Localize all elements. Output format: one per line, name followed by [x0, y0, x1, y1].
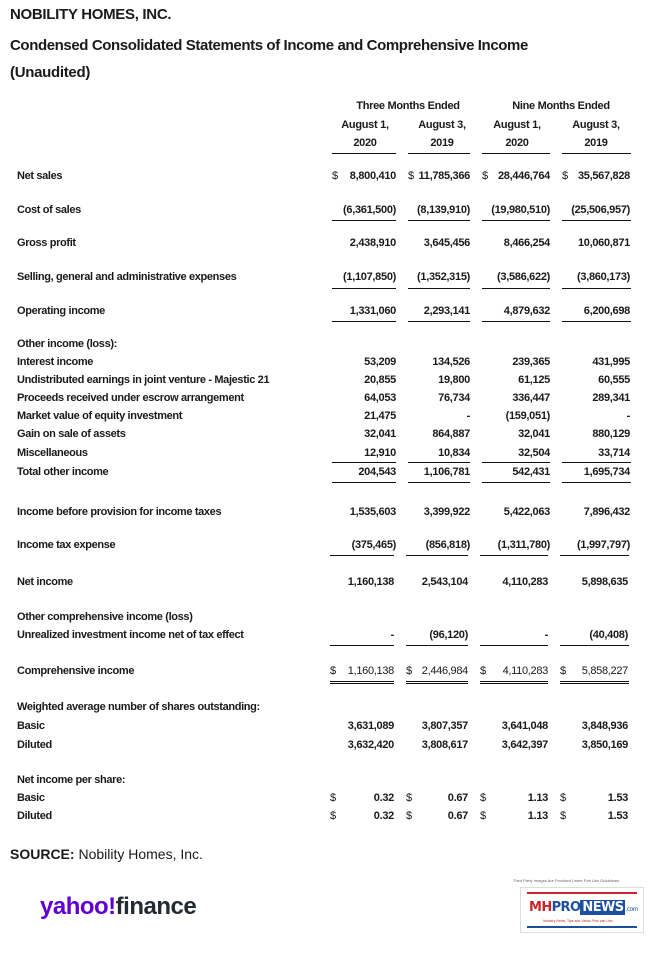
escrow-proceeds-value: 64,053 [364, 392, 396, 404]
dollar-sign: $ [330, 792, 337, 804]
section-label-other-income: Other income (loss): [17, 338, 117, 350]
income-tax-expense-value: (856,818) [425, 539, 470, 551]
escrow-proceeds-value: 289,341 [592, 392, 630, 404]
eps-basic-value: 1.53 [607, 792, 628, 804]
cost-of-sales-value: (8,139,910) [417, 204, 470, 216]
shares-diluted-value: 3,632,420 [347, 739, 394, 751]
col-header-line2: 2019 [430, 137, 454, 149]
yahoo-logo-text: yahoo! [40, 893, 116, 920]
shares-basic-value: 3,641,048 [501, 720, 548, 732]
operating-income-value: 4,879,632 [503, 305, 550, 317]
eps-diluted-value: 0.32 [373, 810, 394, 822]
miscellaneous-value: 12,910 [364, 447, 396, 459]
escrow-proceeds-value: 336,447 [512, 392, 550, 404]
mhpronews-tagline: Industry News, Tips and Views Pros can Use. [543, 919, 614, 923]
undistributed-earnings-value: 61,125 [518, 374, 550, 386]
total-other-income-value: 542,431 [512, 466, 550, 478]
gain-on-sale-value: 32,041 [518, 428, 550, 440]
row-label-eps-diluted: Diluted [17, 810, 52, 822]
subtotal-rule [332, 220, 396, 221]
dollar-sign: $ [406, 665, 413, 677]
subtotal-rule [408, 321, 470, 322]
total-double-rule [480, 681, 548, 684]
row-label-equity-investment: Market value of equity investment [17, 410, 183, 422]
dollar-sign: $ [480, 810, 487, 822]
row-label-gain-on-sale: Gain on sale of assets [17, 428, 126, 440]
income-tax-expense-value: (1,311,780) [497, 539, 550, 551]
dollar-sign: $ [482, 170, 489, 182]
subtotal-rule [408, 220, 470, 221]
company-name: NOBILITY HOMES, INC. [10, 6, 172, 23]
col-header-line1: August 3, [418, 119, 466, 131]
cost-of-sales-value: (25,506,957) [571, 204, 630, 216]
col-header-rule [332, 153, 396, 154]
interest-income-value: 431,995 [592, 356, 630, 368]
row-label-income-before-taxes: Income before provision for income taxes [17, 506, 222, 518]
statement-subtitle: (Unaudited) [10, 64, 91, 81]
interest-income-value: 134,526 [432, 356, 470, 368]
mh-text: MH [529, 900, 552, 915]
income-tax-expense-value: (1,997,797) [577, 539, 630, 551]
undistributed-earnings-value: 20,855 [364, 374, 396, 386]
comprehensive-income-value: 4,110,283 [502, 665, 548, 677]
row-label-shares-diluted: Diluted [17, 739, 52, 751]
section-label-oci: Other comprehensive income (loss) [17, 611, 193, 623]
subtotal-rule [408, 482, 470, 483]
sga-value: (1,107,850) [343, 271, 396, 283]
dollar-sign: $ [480, 665, 487, 677]
gross-profit-value: 2,438,910 [349, 237, 396, 249]
col-header-line2: 2019 [584, 137, 608, 149]
subtotal-rule [408, 288, 470, 289]
comprehensive-income-value: 5,858,227 [581, 665, 628, 677]
yahoo-finance-logo [40, 893, 196, 921]
dollar-sign: $ [330, 810, 337, 822]
col-header-line1: August 3, [572, 119, 620, 131]
total-double-rule [330, 681, 394, 684]
shares-basic-value: 3,807,357 [421, 720, 468, 732]
gross-profit-value: 3,645,456 [423, 237, 470, 249]
operating-income-value: 2,293,141 [423, 305, 470, 317]
subtotal-rule [482, 288, 550, 289]
miscellaneous-value: 10,834 [438, 447, 470, 459]
row-label-total-other-income: Total other income [17, 466, 109, 478]
logo-blue-bar [527, 926, 637, 928]
section-label-shares: Weighted average number of shares outstanding: [17, 701, 260, 713]
shares-diluted-value: 3,642,397 [501, 739, 548, 751]
subtotal-rule [562, 462, 631, 463]
row-label-unrealized-investment: Unrealized investment income net of tax effect [17, 629, 244, 641]
escrow-proceeds-value: 76,734 [438, 392, 470, 404]
col-header-rule [482, 153, 550, 154]
subtotal-rule [332, 288, 396, 289]
interest-income-value: 53,209 [364, 356, 396, 368]
col-header-line2: 2020 [353, 137, 377, 149]
gain-on-sale-value: 32,041 [364, 428, 396, 440]
mhpronews-logo [513, 878, 644, 933]
subtotal-rule [406, 645, 468, 646]
net-income-value: 4,110,283 [502, 576, 548, 588]
row-label-miscellaneous: Miscellaneous [17, 447, 88, 459]
pro-text: PRO [551, 900, 581, 915]
gross-profit-value: 8,466,254 [503, 237, 550, 249]
total-other-income-value: 204,543 [358, 466, 396, 478]
row-label-operating-income: Operating income [17, 305, 105, 317]
net-income-value: 2,543,104 [421, 576, 468, 588]
subtotal-rule [562, 220, 631, 221]
statement-title: Condensed Consolidated Statements of Income and Comprehensive Income [10, 37, 528, 54]
unrealized-investment-value: (96,120) [429, 629, 468, 641]
group-header-three-months: Three Months Ended [356, 100, 460, 112]
finance-logo-text: finance [115, 893, 197, 920]
dollar-sign: $ [560, 792, 567, 804]
gain-on-sale-value: 864,887 [432, 428, 470, 440]
equity-investment-value: - [466, 410, 470, 422]
subtotal-rule [330, 555, 394, 556]
subtotal-rule [482, 482, 550, 483]
interest-income-value: 239,365 [512, 356, 550, 368]
sga-value: (3,586,622) [497, 271, 550, 283]
row-label-escrow-proceeds: Proceeds received under escrow arrangement [17, 392, 244, 404]
dollar-sign: $ [332, 170, 339, 182]
gain-on-sale-value: 880,129 [592, 428, 630, 440]
net-sales-value: 28,446,764 [497, 170, 550, 182]
row-label-shares-basic: Basic [17, 720, 45, 732]
subtotal-rule [480, 645, 548, 646]
total-other-income-value: 1,106,781 [423, 466, 470, 478]
col-header-line1: August 1, [493, 119, 541, 131]
income-before-taxes-value: 1,535,603 [349, 506, 396, 518]
subtotal-rule [482, 220, 550, 221]
dollar-sign: $ [330, 665, 337, 677]
income-before-taxes-value: 3,399,922 [423, 506, 470, 518]
subtotal-rule [560, 645, 629, 646]
row-label-comprehensive-income: Comprehensive income [17, 665, 135, 677]
net-income-value: 1,160,138 [347, 576, 394, 588]
shares-basic-value: 3,848,936 [581, 720, 628, 732]
miscellaneous-value: 32,504 [518, 447, 550, 459]
income-tax-expense-value: (375,465) [351, 539, 396, 551]
comprehensive-income-value: 2,446,984 [421, 665, 468, 677]
news-text: NEWS [582, 900, 624, 915]
com-text: .com [625, 906, 638, 913]
row-label-sga: Selling, general and administrative expenses [17, 271, 237, 283]
net-income-value: 5,898,635 [581, 576, 628, 588]
gross-profit-value: 10,060,871 [577, 237, 630, 249]
operating-income-value: 6,200,698 [583, 305, 630, 317]
subtotal-rule [560, 555, 629, 556]
eps-basic-value: 0.67 [447, 792, 468, 804]
source-text: Nobility Homes, Inc. [74, 846, 203, 862]
sga-value: (3,860,173) [577, 271, 630, 283]
dollar-sign: $ [408, 170, 415, 182]
subtotal-rule [480, 555, 548, 556]
total-double-rule [560, 681, 629, 684]
net-sales-value: 8,800,410 [349, 170, 396, 182]
source-label: SOURCE: [10, 846, 75, 862]
dollar-sign: $ [406, 792, 413, 804]
col-header-line1: August 1, [341, 119, 389, 131]
undistributed-earnings-value: 60,555 [598, 374, 630, 386]
source-line [10, 846, 203, 862]
miscellaneous-value: 33,714 [598, 447, 630, 459]
section-label-eps: Net income per share: [17, 774, 126, 786]
eps-basic-value: 0.32 [373, 792, 394, 804]
unrealized-investment-value: - [390, 629, 394, 641]
subtotal-rule [332, 482, 396, 483]
row-label-interest-income: Interest income [17, 356, 94, 368]
cost-of-sales-value: (19,980,510) [491, 204, 550, 216]
shares-diluted-value: 3,808,617 [421, 739, 468, 751]
income-before-taxes-value: 5,422,063 [503, 506, 550, 518]
subtotal-rule [406, 555, 468, 556]
row-label-eps-basic: Basic [17, 792, 45, 804]
logo-red-bar [527, 892, 637, 894]
group-header-nine-months: Nine Months Ended [512, 100, 610, 112]
shares-diluted-value: 3,850,169 [581, 739, 628, 751]
sga-value: (1,352,315) [417, 271, 470, 283]
subtotal-rule [408, 462, 470, 463]
dollar-sign: $ [560, 810, 567, 822]
eps-diluted-value: 1.13 [527, 810, 548, 822]
undistributed-earnings-value: 19,800 [438, 374, 470, 386]
shares-basic-value: 3,631,089 [347, 720, 394, 732]
dollar-sign: $ [406, 810, 413, 822]
eps-diluted-value: 0.67 [447, 810, 468, 822]
row-label-undistributed-earnings: Undistributed earnings in joint venture - Majestic 21 [17, 374, 270, 386]
comprehensive-income-value: 1,160,138 [347, 665, 394, 677]
dollar-sign: $ [480, 792, 487, 804]
dollar-sign: $ [562, 170, 569, 182]
subtotal-rule [332, 462, 396, 463]
total-other-income-value: 1,695,734 [583, 466, 630, 478]
subtotal-rule [562, 482, 631, 483]
net-sales-value: 11,785,366 [418, 170, 470, 182]
mhpronews-wordmark [529, 900, 638, 915]
eps-diluted-value: 1.53 [607, 810, 628, 822]
equity-investment-value: 21,475 [364, 410, 396, 422]
total-double-rule [406, 681, 468, 684]
operating-income-value: 1,331,060 [349, 305, 396, 317]
row-label-cost-of-sales: Cost of sales [17, 204, 81, 216]
net-sales-value: 35,567,828 [577, 170, 630, 182]
unrealized-investment-value: - [544, 629, 548, 641]
col-header-line2: 2020 [505, 137, 529, 149]
subtotal-rule [562, 321, 631, 322]
subtotal-rule [482, 462, 550, 463]
fair-use-disclaimer: Third Party Images Are Provided Under Fair Use Guidelines. [513, 878, 621, 883]
row-label-income-tax-expense: Income tax expense [17, 539, 116, 551]
income-before-taxes-value: 7,896,432 [583, 506, 630, 518]
unrealized-investment-value: (40,408) [589, 629, 628, 641]
equity-investment-value: - [626, 410, 630, 422]
row-label-net-sales: Net sales [17, 170, 63, 182]
subtotal-rule [332, 321, 396, 322]
row-label-gross-profit: Gross profit [17, 237, 76, 249]
cost-of-sales-value: (6,361,500) [343, 204, 396, 216]
subtotal-rule [482, 321, 550, 322]
subtotal-rule [562, 288, 631, 289]
row-label-net-income: Net income [17, 576, 73, 588]
equity-investment-value: (159,051) [505, 410, 550, 422]
subtotal-rule [330, 645, 394, 646]
dollar-sign: $ [560, 665, 567, 677]
col-header-rule [562, 153, 631, 154]
col-header-rule [408, 153, 470, 154]
eps-basic-value: 1.13 [527, 792, 548, 804]
